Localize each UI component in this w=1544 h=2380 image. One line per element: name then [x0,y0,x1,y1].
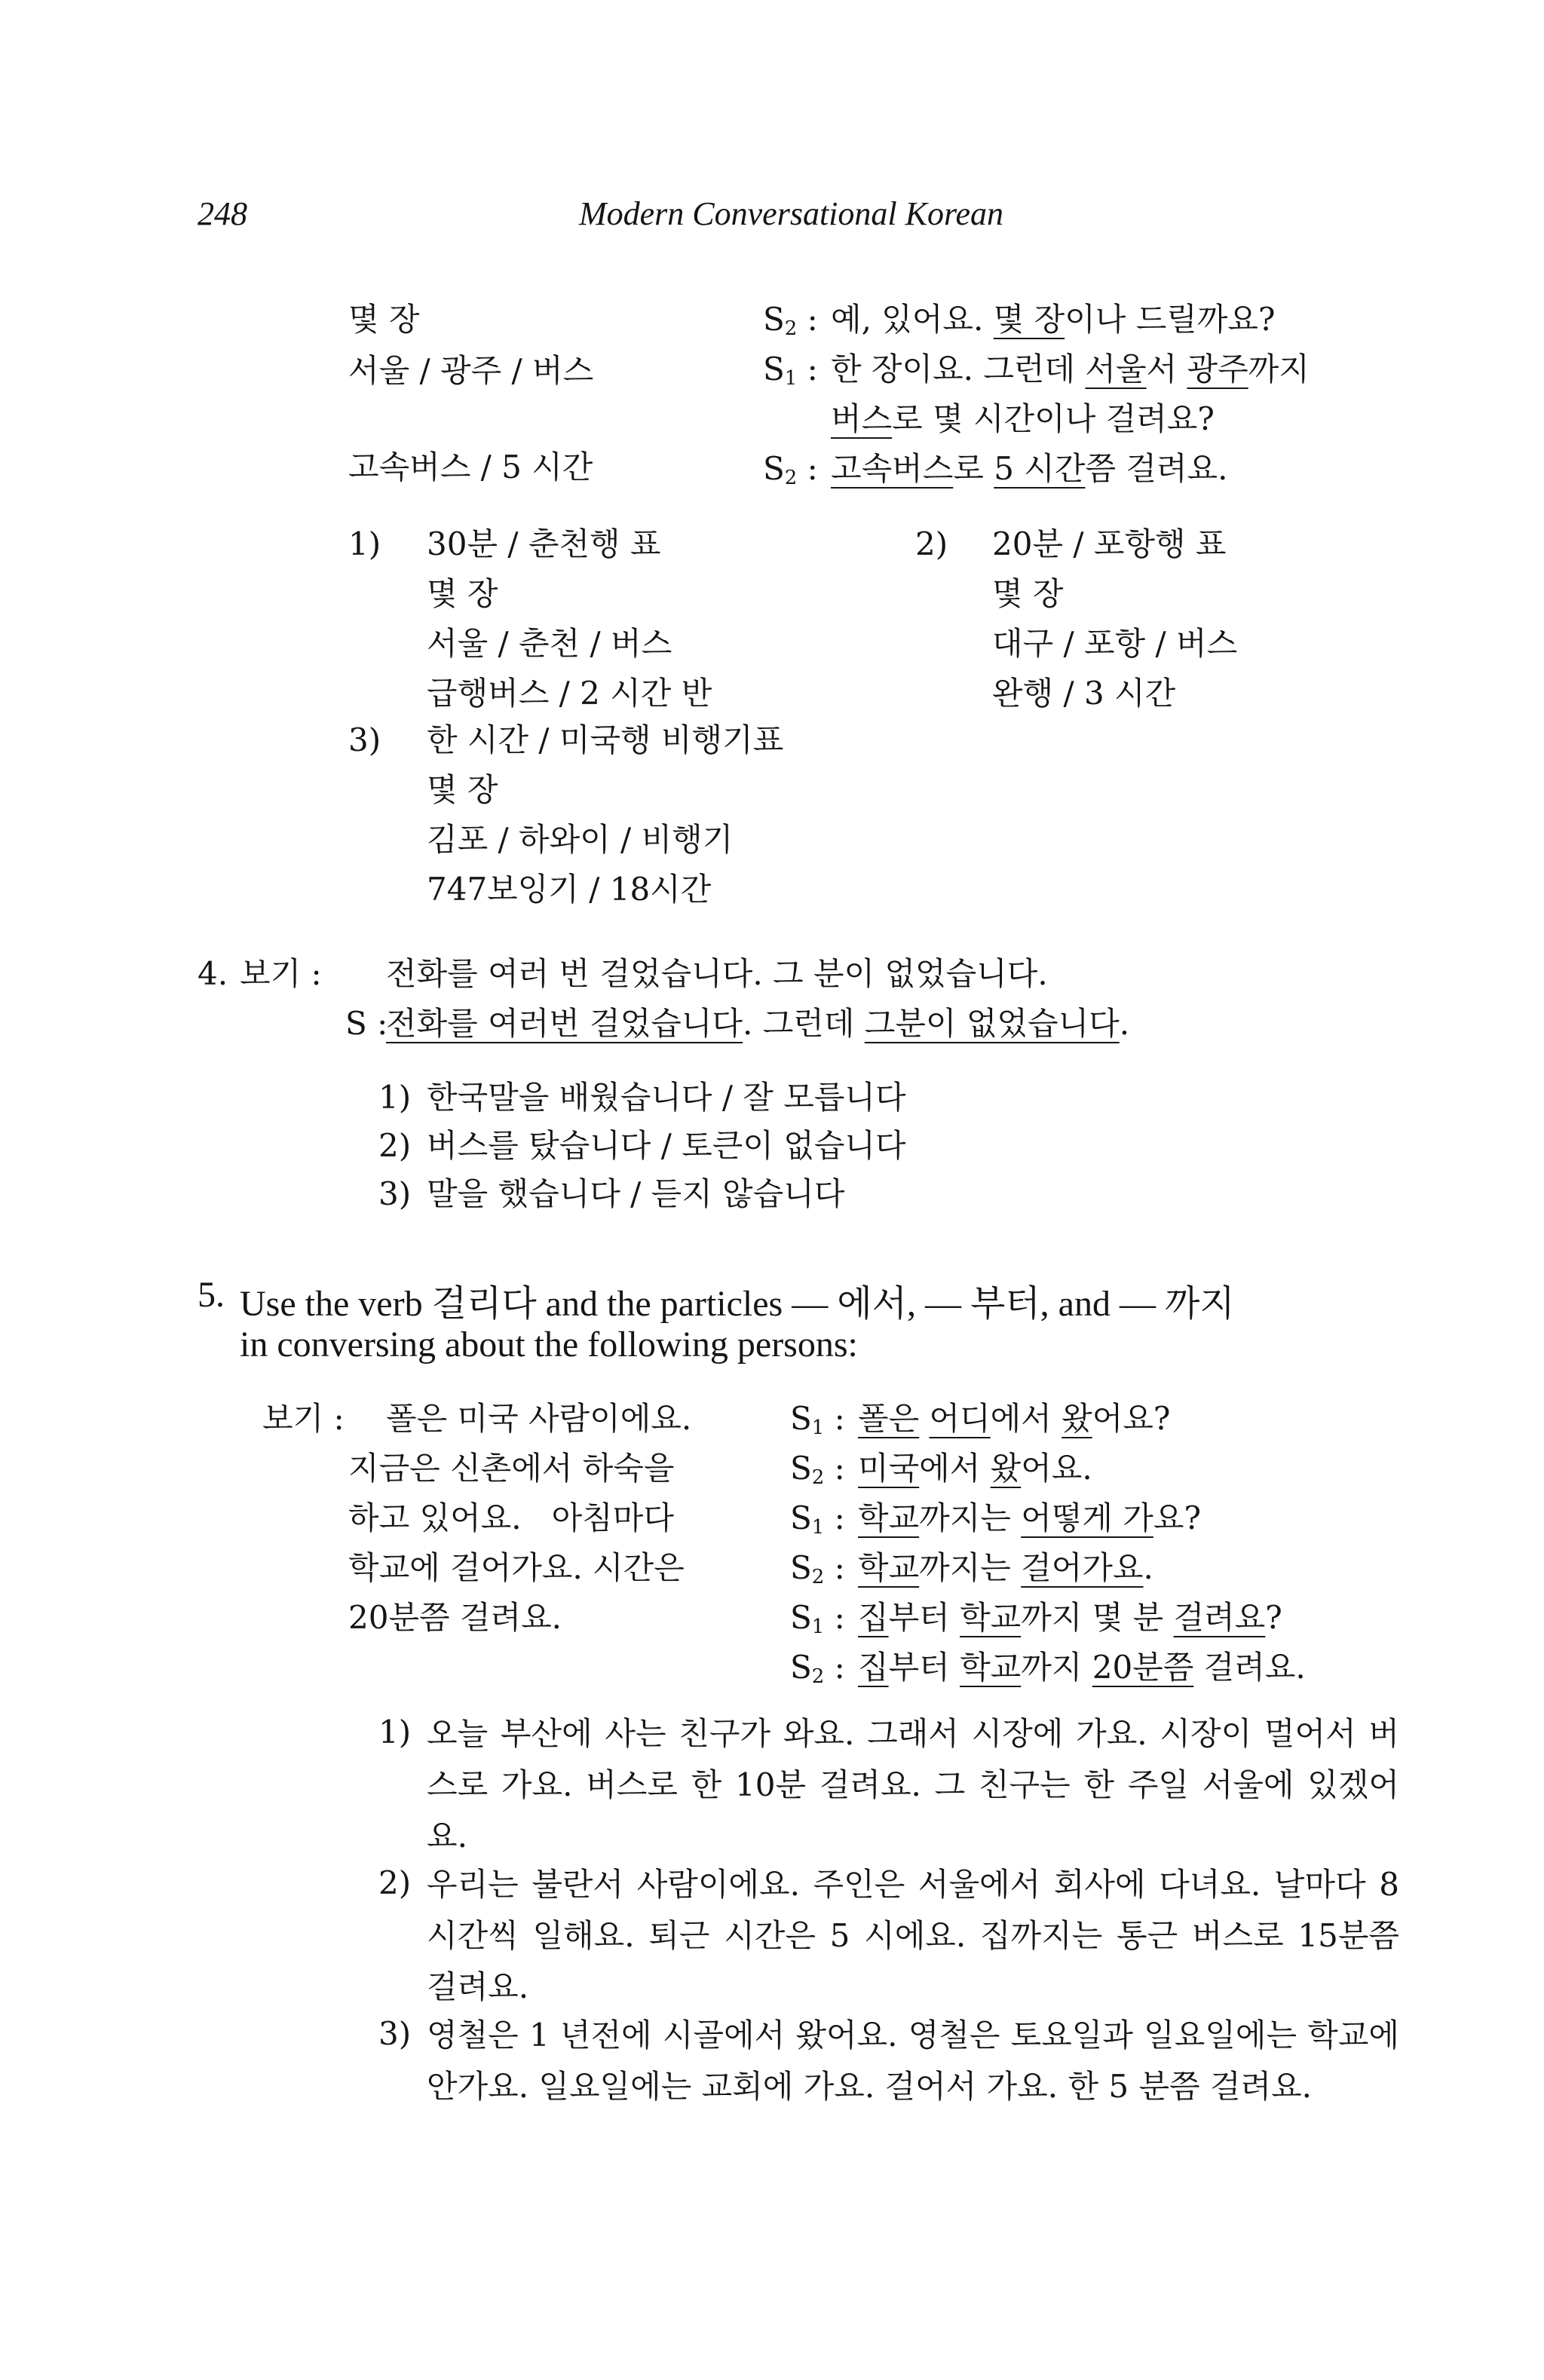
text-run: 서 [1146,351,1187,387]
speaker-label: $S_2$ : [790,1450,845,1489]
underlined-word: 전화를 여러번 걸었습니다 [386,1005,743,1042]
item-number: 3) [378,1175,412,1212]
drill-item-line: 747보잉기 / 18시간 [427,871,712,908]
speaker-label: $S_2$ : [763,301,818,340]
item-number: 1) [378,1714,412,1751]
item-number: 2) [378,1864,412,1901]
text-run: 까지는 [919,1499,1022,1536]
drill-item-line: 급행버스 / 2 시간 반 [427,675,712,712]
exercise-4-answer [386,1000,1129,1048]
underlined-word: 서울 [1085,351,1147,387]
model-line: 하고 있어요. 아침마다 [348,1499,674,1536]
page-number: 248 [198,195,247,232]
underlined-word: 어디 [929,1400,991,1437]
drill-item-line: 대구 / 포항 / 버스 [992,625,1238,662]
cue-line: 서울 / 광주 / 버스 [348,352,594,389]
model-line: 학교에 걸어가요. 시간은 [348,1549,685,1586]
text-run: 쯤 걸려요. [1085,450,1228,487]
text-run: 까지 몇 분 [1021,1599,1174,1636]
cue-line: 고속버스 / 5 시간 [348,449,593,485]
model-line: 폴은 미국 사람이에요. [386,1400,692,1437]
item-number: 2) [378,1127,412,1164]
drill-item-line: 김포 / 하와이 / 비행기 [427,821,734,858]
text-run: 한 장이요. 그런데 [831,351,1086,387]
underlined-word: 폴은 [858,1400,920,1437]
underlined-word: 학교 [960,1649,1022,1686]
text-run: 어요. [1021,1450,1092,1487]
item-text: 한국말을 배웠습니다 / 잘 모릅니다 [427,1079,906,1116]
exercise-5-number: 5. [198,1275,225,1315]
drill-item-line: 30분 / 춘천행 표 [427,525,661,562]
item-text: 말을 했습니다 / 듣지 않습니다 [427,1175,845,1212]
drill-item-line: 몇 장 [427,771,498,808]
speaker-number: 1 [811,1417,825,1439]
dialogue-line [858,1643,1306,1692]
exercise-4-model-text: 전화를 여러 번 걸었습니다. 그 분이 없었습니다. [386,955,1048,992]
underlined-word: 학교 [858,1499,920,1536]
dialogue-line [858,1444,1092,1493]
text-run: 에서 [990,1400,1062,1437]
text-run: . [1119,1005,1130,1042]
item-text: 버스를 탔습니다 / 토큰이 없습니다 [427,1127,906,1164]
exercise-4-answer-label: S : [345,1005,388,1042]
speaker-label: $S_1$ : [790,1599,845,1638]
text-run: 어요? [1092,1400,1171,1437]
underlined-word: 고속버스 [831,450,954,487]
item-number: 1) [378,1079,412,1116]
model-line: 지금은 신촌에서 하숙을 [348,1450,675,1487]
speaker-number: 2 [784,467,798,489]
drill-item-number: 1) [348,525,381,562]
exercise-4-number: 4. [198,955,228,992]
underlined-word: 왔 [990,1450,1022,1487]
text-run: 걸려요. [1193,1649,1306,1686]
underlined-word: 걸려요 [1173,1599,1266,1636]
item-paragraph: 오늘 부산에 사는 친구가 와요. 그래서 시장에 가요. 시장이 멀어서 버스로 가요. 버스로 한 10분 걸려요. 그 친구는 한 주일 서울에 있겠어요. [427,1715,1399,1855]
underlined-word: 20분쯤 [1092,1649,1194,1686]
drill-item-line: 한 시간 / 미국행 비행기표 [427,721,784,758]
drill-item-line: 20분 / 포항행 표 [992,525,1227,562]
drill-item-number: 2) [915,525,948,562]
underlined-word: 그분이 없었습니다 [864,1005,1120,1042]
underlined-word: 미국 [858,1450,920,1487]
text-run: . [1143,1549,1153,1586]
speaker-label: $S_2$ : [790,1649,845,1688]
speaker-label: $S_2$ : [763,450,818,489]
underlined-word: 걸어가요 [1021,1549,1144,1586]
text-run [919,1400,929,1437]
dialogue-line [858,1395,1170,1443]
cue-line: 몇 장 [348,301,420,338]
drill-item-number: 3) [348,721,381,758]
text-run: 까지 [1248,351,1310,387]
speaker-number: 1 [784,367,798,390]
speaker-label: $S_1$ : [763,351,818,390]
underlined-word: 5 시간 [994,450,1086,487]
underlined-word: 집 [858,1599,889,1636]
dialogue-line [831,345,1310,394]
text-run: 요? [1153,1499,1201,1536]
underlined-word: 학교 [858,1549,920,1586]
dialogue-line [858,1494,1201,1542]
drill-item-line: 완행 / 3 시간 [992,675,1176,712]
speaker-label: $S_2$ : [790,1549,845,1588]
text-run: 까지 [1021,1649,1092,1686]
underlined-word: 집 [858,1649,889,1686]
exercise-5-instruction-1: Use the verb 걸리다 and the particles — 에서, — 부터, and — 까지 [240,1284,1235,1324]
running-title: Modern Conversational Korean [579,195,1003,232]
speaker-number: 1 [811,1616,825,1638]
underlined-word: 학교 [960,1599,1022,1636]
speaker-number: 2 [784,317,798,340]
exercise-4-model-label: 보기 : [240,955,322,992]
speaker-number: 2 [811,1466,825,1489]
drill-item-line: 몇 장 [992,575,1064,612]
underlined-word: 버스 [831,400,893,437]
underlined-word: 어떻게 가 [1021,1499,1153,1536]
drill-item-line: 몇 장 [427,575,498,612]
text-run: 부터 [888,1599,960,1636]
model-line: 20분쯤 걸려요. [348,1599,562,1636]
item-paragraph: 영철은 1 년전에 시골에서 왔어요. 영철은 토요일과 일요일에는 학교에 안가요. 일요일에는 교회에 가요. 걸어서 가요. 한 5 분쯤 걸려요. [427,2017,1399,2105]
text-run: 이나 드릴까요? [1065,301,1276,338]
text-run: 로 몇 시간이나 걸려요? [892,400,1215,437]
speaker-label: $S_1$ : [790,1499,845,1539]
speaker-number: 1 [811,1516,825,1539]
text-run: 까지는 [919,1549,1022,1586]
text-run: . 그런데 [743,1005,865,1042]
speaker-label: $S_1$ : [790,1400,845,1439]
underlined-word: 왔 [1062,1400,1092,1437]
exercise-5-model-label: 보기 : [262,1400,345,1437]
dialogue-line [858,1594,1282,1642]
dialogue-line [831,445,1227,493]
dialogue-line [831,296,1276,344]
drill-item-line: 서울 / 춘천 / 버스 [427,625,672,662]
text-run: 로 [953,450,994,487]
dialogue-line [831,395,1215,443]
text-run: ? [1265,1599,1282,1636]
text-run: 부터 [888,1649,960,1686]
underlined-word: 몇 장 [993,301,1065,338]
dialogue-line [858,1544,1153,1592]
speaker-number: 2 [811,1665,825,1688]
exercise-5-instruction-2: in conversing about the following persons: [240,1325,858,1365]
text-run: 예, 있어요. [831,301,994,338]
item-paragraph: 우리는 불란서 사람이에요. 주인은 서울에서 회사에 다녀요. 날마다 8 시간씩 일해요. 퇴근 시간은 5 시에요. 집까지는 통근 버스로 15분쯤 걸려요. [427,1866,1399,2005]
underlined-word: 광주 [1187,351,1248,387]
item-number: 3) [378,2015,412,2052]
text-run: 에서 [919,1450,991,1487]
speaker-number: 2 [811,1566,825,1588]
